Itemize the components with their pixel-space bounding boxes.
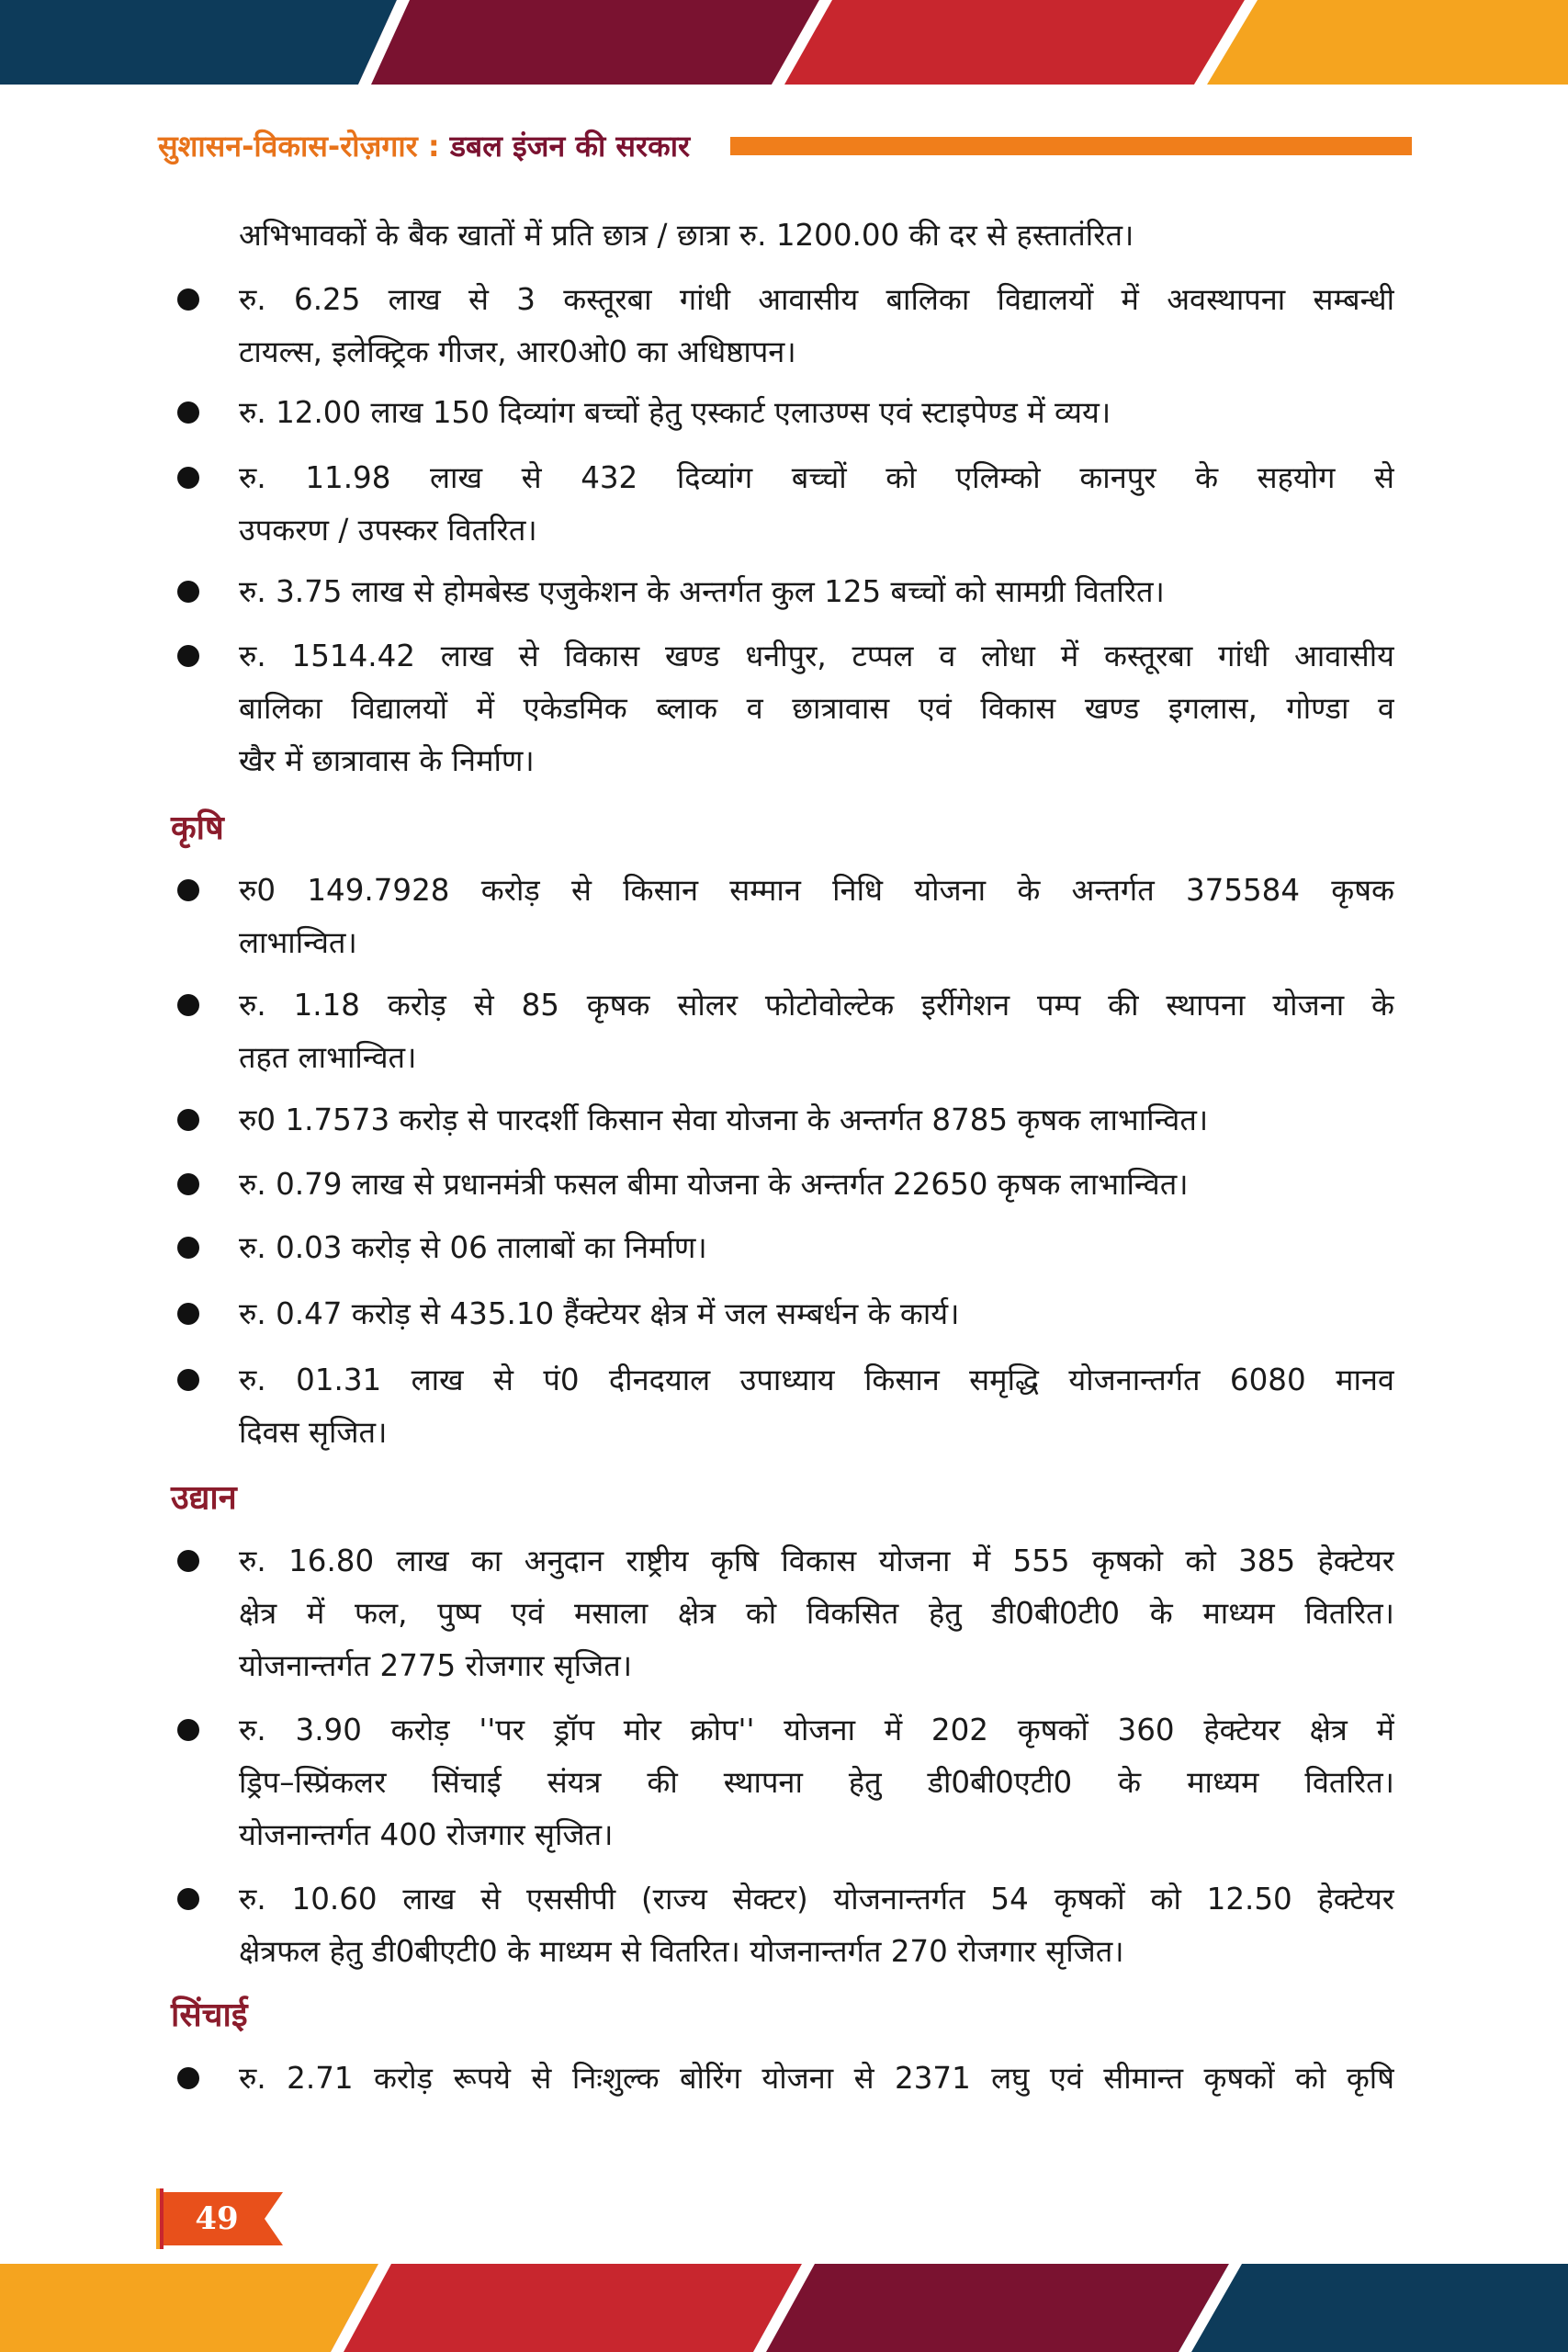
intro-line: अभिभावकों के बैक खातों में प्रति छात्र / छात्रा रु. 1200.00 की दर से हस्तातंरित। bbox=[239, 218, 1134, 253]
horti-item-1-line-3: योजनान्तर्गत 2775 रोजगार सृजित। bbox=[239, 1648, 633, 1683]
bullet-dot bbox=[177, 288, 199, 311]
agri-item-6-line-1: रु. 0.47 करोड़ से 435.10 हैंक्टेयर क्षेत्र में जल सम्बर्धन के कार्य। bbox=[239, 1296, 960, 1331]
agri-item-2-line-2: तहत लाभान्वित। bbox=[239, 1040, 417, 1075]
header-title-part1: सुशासन-विकास-रोज़गार : bbox=[158, 129, 450, 164]
horti-item-3-line-1: रु. 10.60 लाख से एससीपी (राज्य सेक्टर) योजनान्तर्गत 54 कृषकों को 12.50 हेक्टेयर bbox=[239, 1882, 1394, 1917]
edu-item-5-line-2: बालिका विद्यालयों में एकेडमिक ब्लाक व छात्रावास एवं विकास खण्ड इगलास, गोण्डा व bbox=[239, 691, 1394, 726]
bullet-dot bbox=[177, 1303, 199, 1325]
agri-item-1-line-1: रु0 149.7928 करोड़ से किसान सम्मान निधि योजना के अन्तर्गत 375584 कृषक bbox=[239, 873, 1394, 908]
bullet-dot bbox=[177, 1369, 199, 1391]
bullet-dot bbox=[177, 1550, 199, 1572]
edu-item-2-line-1: रु. 12.00 लाख 150 दिव्यांग बच्चों हेतु एस्कार्ट एलाउण्स एवं स्टाइपेण्ड में व्यय। bbox=[239, 395, 1111, 430]
horti-item-2-line-1: रु. 3.90 करोड़ ''पर ड्रॉप मोर क्रोप'' योजना में 202 कृषकों 360 हेक्टेयर क्षेत्र में bbox=[239, 1713, 1394, 1747]
bottom-color-band bbox=[0, 2264, 1568, 2352]
agri-item-3-line-1: रु0 1.7573 करोड़ से पारदर्शी किसान सेवा योजना के अन्तर्गत 8785 कृषक लाभान्वित। bbox=[239, 1102, 1209, 1137]
page-number: 49 bbox=[195, 2200, 239, 2237]
agri-item-5-line-1: रु. 0.03 करोड़ से 06 तालाबों का निर्माण। bbox=[239, 1230, 707, 1265]
bullet-dot bbox=[177, 1719, 199, 1741]
agri-item-4-line-1: रु. 0.79 लाख से प्रधानमंत्री फसल बीमा योजना के अन्तर्गत 22650 कृषक लाभान्वित। bbox=[239, 1167, 1189, 1202]
horti-item-1-line-2: क्षेत्र में फल, पुष्प एवं मसाला क्षेत्र को विकसित हेतु डी0बी0टी0 के माध्यम वितरित। bbox=[239, 1596, 1394, 1631]
edu-item-5-line-3: खैर में छात्रावास के निर्माण। bbox=[239, 743, 535, 778]
heading-agriculture: कृषि bbox=[171, 809, 224, 847]
bullet-dot bbox=[177, 1109, 199, 1131]
page-number-tab bbox=[156, 2188, 292, 2249]
bullet-dot bbox=[177, 1237, 199, 1259]
bullet-dot bbox=[177, 467, 199, 489]
edu-item-4-line-1: रु. 3.75 लाख से होमबेस्ड एजुकेशन के अन्तर्गत कुल 125 बच्चों को सामग्री वितरित। bbox=[239, 574, 1165, 609]
bullet-dot bbox=[177, 2067, 199, 2089]
bullet-dot bbox=[177, 994, 199, 1016]
agri-item-7-line-1: रु. 01.31 लाख से पं0 दीनदयाल उपाध्याय किसान समृद्धि योजनान्तर्गत 6080 मानव bbox=[239, 1363, 1394, 1397]
bullet-dot bbox=[177, 1888, 199, 1910]
irrig-item-1-line-1: रु. 2.71 करोड़ रूपये से निःशुल्क बोरिंग योजना से 2371 लघु एवं सीमान्त कृषकों को कृषि bbox=[239, 2061, 1394, 2096]
edu-item-5-line-1: रु. 1514.42 लाख से विकास खण्ड धनीपुर, टप्पल व लोधा में कस्तूरबा गांधी आवासीय bbox=[239, 639, 1394, 673]
edu-item-3-line-2: उपकरण / उपस्कर वितरित। bbox=[239, 513, 537, 548]
heading-irrigation: सिंचाई bbox=[171, 1996, 248, 2034]
edu-item-3-line-1: रु. 11.98 लाख से 432 दिव्यांग बच्चों को एलिम्को कानपुर के सहयोग से bbox=[239, 460, 1394, 495]
bullet-dot bbox=[177, 401, 199, 424]
bullet-dot bbox=[177, 645, 199, 667]
agri-item-2-line-1: रु. 1.18 करोड़ से 85 कृषक सोलर फोटोवोल्टेक इर्रीगेशन पम्प की स्थापना योजना के bbox=[239, 988, 1394, 1023]
horti-item-2-line-3: योजनान्तर्गत 400 रोजगार सृजित। bbox=[239, 1817, 614, 1852]
agri-item-7-line-2: दिवस सृजित। bbox=[239, 1415, 388, 1450]
bullet-dot bbox=[177, 879, 199, 901]
bullet-dot bbox=[177, 581, 199, 603]
edu-item-1-line-1: रु. 6.25 लाख से 3 कस्तूरबा गांधी आवासीय बालिका विद्यालयों में अवस्थापना सम्बन्धी bbox=[239, 282, 1394, 317]
header-title-part2: डबल इंजन की सरकार bbox=[449, 129, 691, 164]
bullet-dot bbox=[177, 1173, 199, 1195]
heading-horticulture: उद्यान bbox=[171, 1479, 237, 1517]
edu-item-1-line-2: टायल्स, इलेक्ट्रिक गीजर, आर0ओ0 का अधिष्ठापन। bbox=[239, 334, 796, 369]
horti-item-2-line-2: ड्रिप–स्प्रिंकलर सिंचाई संयत्र की स्थापना हेतु डी0बी0एटी0 के माध्यम वितरित। bbox=[239, 1765, 1394, 1800]
agri-item-1-line-2: लाभान्वित। bbox=[239, 925, 357, 960]
horti-item-3-line-2: क्षेत्रफल हेतु डी0बीएटी0 के माध्यम से वितरित। योजनान्तर्गत 270 रोजगार सृजित। bbox=[239, 1934, 1124, 1969]
horti-item-1-line-1: रु. 16.80 लाख का अनुदान राष्ट्रीय कृषि विकास योजना में 555 कृषको को 385 हेक्टेयर bbox=[239, 1544, 1394, 1578]
